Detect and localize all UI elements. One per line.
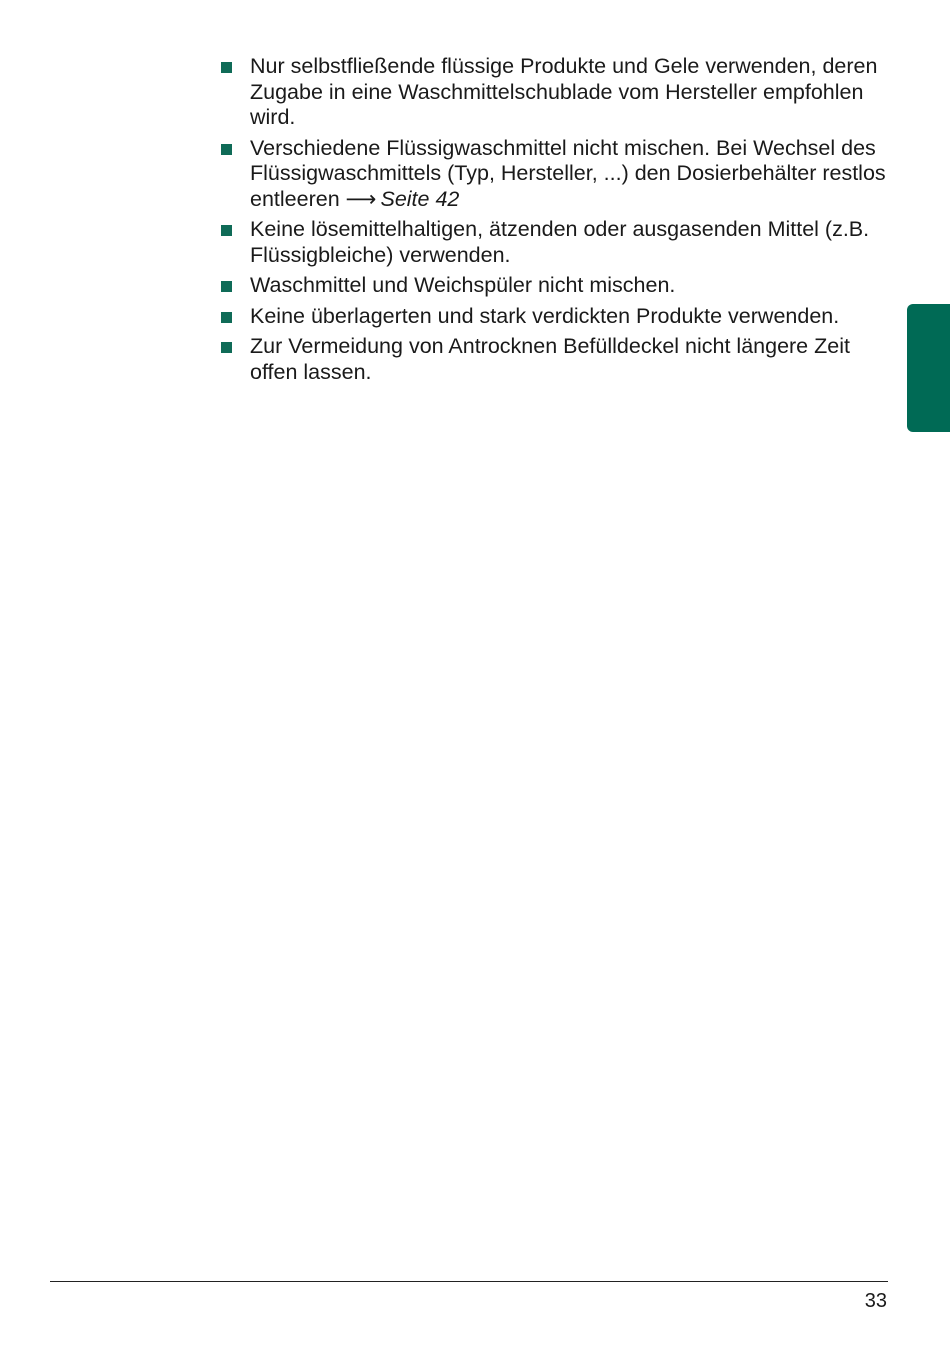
bullet-text: Keine überlagerten und stark verdickten Produkte verwenden. (250, 303, 840, 328)
chapter-tab (907, 304, 950, 432)
page-reference-link[interactable]: Seite 42 (380, 186, 460, 211)
bullet-text: Nur selbstfließende flüssige Produkte und Gele verwenden, deren Zugabe in eine Waschmittelschublade vom Hersteller empfohlen wird. (250, 54, 878, 129)
list-item (218, 217, 898, 268)
square-bullet-icon (221, 342, 232, 353)
list-item (218, 136, 898, 213)
square-bullet-icon (221, 62, 232, 73)
list-item (218, 54, 898, 131)
bullet-list (218, 54, 898, 390)
arrow-right-icon: ⟶ (345, 186, 377, 211)
page-number: 33 (864, 1290, 887, 1312)
bullet-text: Waschmittel und Weichspüler nicht mischen. (250, 273, 676, 297)
list-item (218, 334, 898, 385)
square-bullet-icon (221, 225, 232, 236)
bullet-text: Keine lösemittelhaltigen, ätzenden oder ausgasenden Mittel (z.B. Flüssigbleiche) verwenden. (250, 217, 870, 267)
bullet-text: Zur Vermeidung von Antrocknen Befülldeckel nicht längere Zeit offen lassen. (250, 334, 850, 384)
bullet-text: Verschiedene Flüssigwaschmittel nicht mischen. Bei Wechsel des Flüssigwaschmittels (Typ, Hersteller, ...) den Dosierbehälter restlos entleeren (250, 135, 886, 211)
square-bullet-icon (221, 144, 232, 155)
square-bullet-icon (221, 312, 232, 323)
list-item (218, 304, 898, 330)
footer-divider (50, 1281, 888, 1282)
list-item (218, 273, 898, 299)
square-bullet-icon (221, 281, 232, 292)
